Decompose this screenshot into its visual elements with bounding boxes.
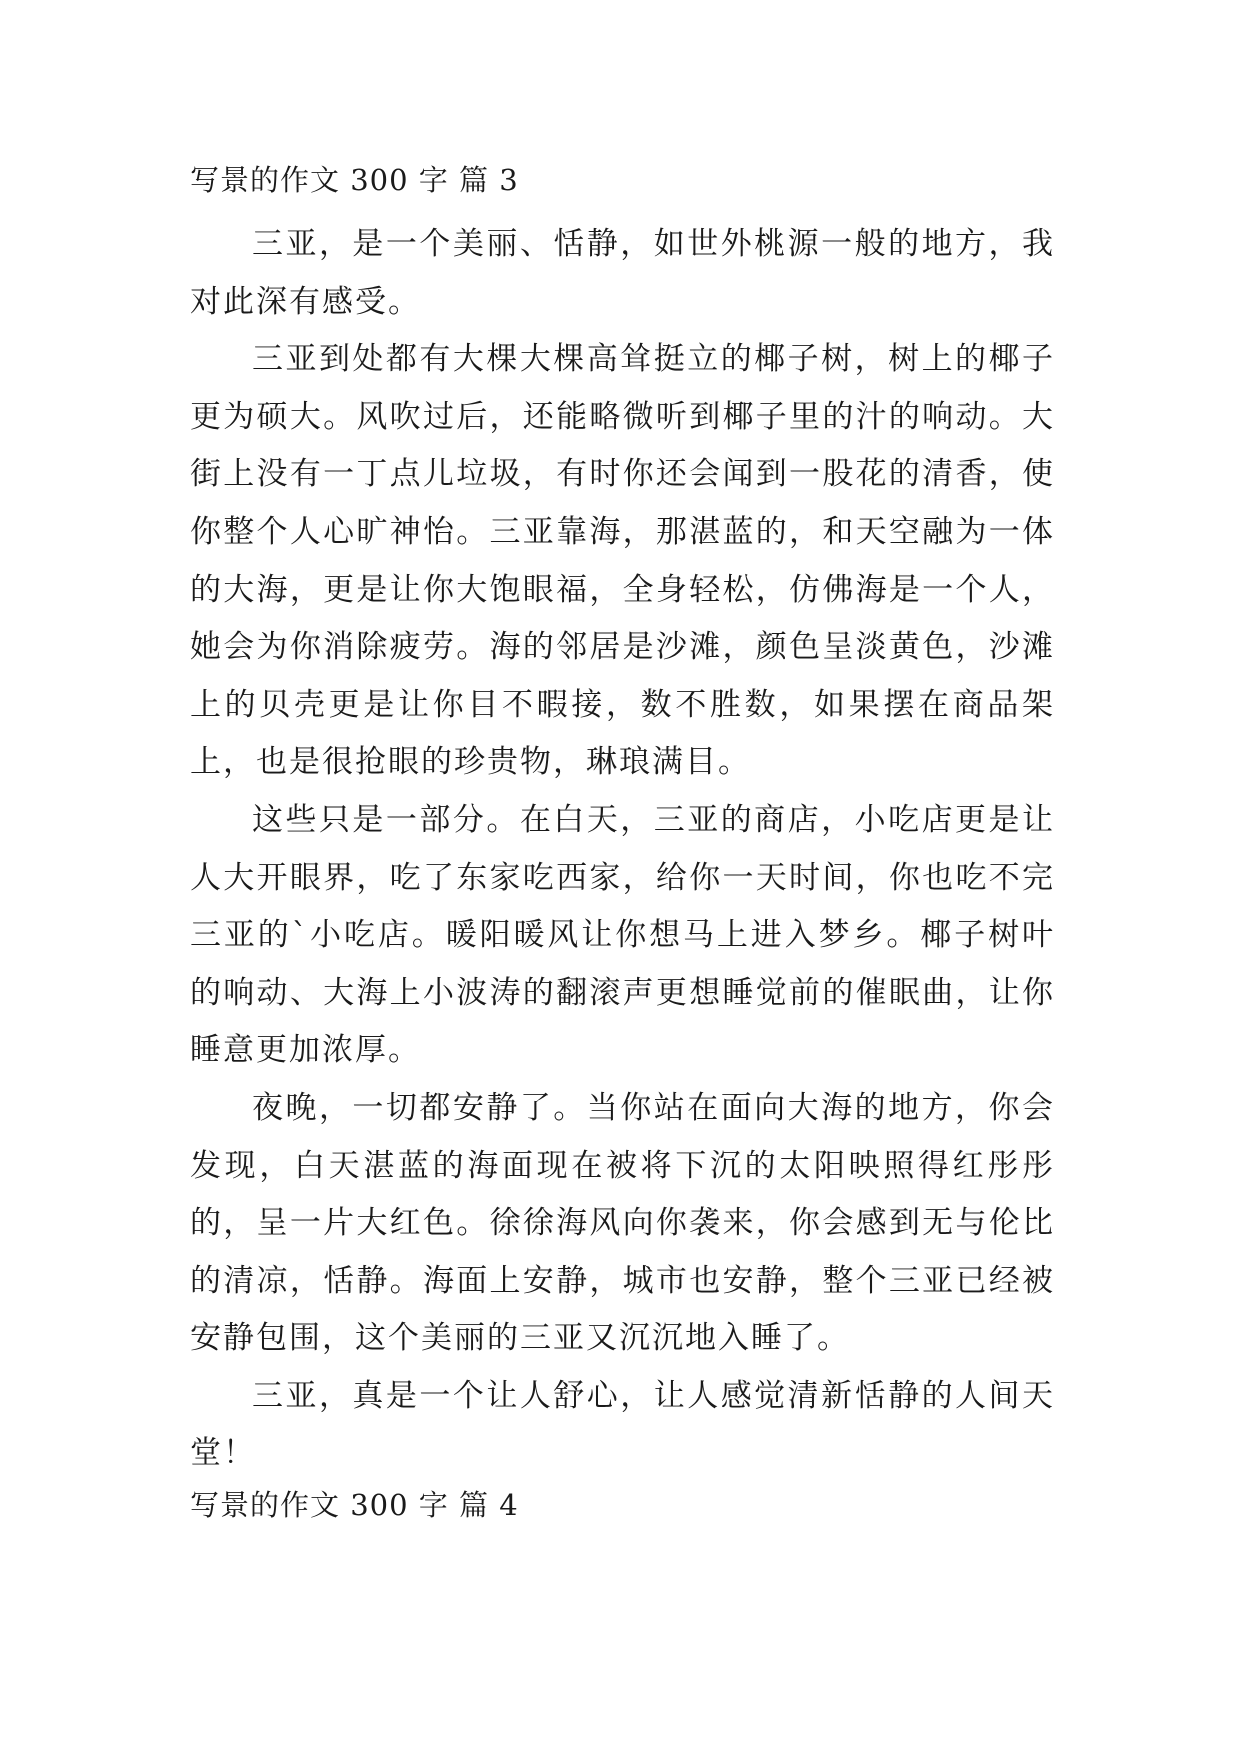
paragraph-2: 三亚到处都有大棵大棵高耸挺立的椰子树，树上的椰子更为硕大。风吹过后，还能略微听到椰子里的汁的响动。大街上没有一丁点儿垃圾，有时你还会闻到一股花的清香，使你整个人心旷神怡。三亚靠海，那湛蓝的，和天空融为一体的大海，更是让你大饱眼福，全身轻松，仿佛海是一个人，她会为你消除疲劳。海的邻居是沙滩，颜色呈淡黄色，沙滩上的贝壳更是让你目不暇接，数不胜数，如果摆在商品架上，也是很抢眼的珍贵物，琳琅满目。 — [190, 341, 1055, 781]
paragraph-3: 这些只是一部分。在白天，三亚的商店，小吃店更是让人大开眼界，吃了东家吃西家，给你一天时间，你也吃不完三亚的`小吃店。暖阳暖风让你想马上进入梦乡。椰子树叶的响动、大海上小波涛的翻滚声更想睡觉前的催眠曲，让你睡意更加浓厚。 — [190, 801, 1055, 1069]
paragraph-5: 三亚，真是一个让人舒心，让人感觉清新恬静的人间天堂！ — [190, 1377, 1055, 1472]
section-3-heading: 写景的作文 300 字 篇 3 — [190, 163, 519, 197]
paragraph-1: 三亚，是一个美丽、恬静，如世外桃源一般的地方，我对此深有感受。 — [190, 226, 1055, 320]
paragraph-4: 夜晚，一切都安静了。当你站在面向大海的地方，你会发现，白天湛蓝的海面现在被将下沉的太阳映照得红彤彤的，呈一片大红色。徐徐海风向你袭来，你会感到无与伦比的清凉，恬静。海面上安静，城市也安静，整个三亚已经被安静包围，这个美丽的三亚又沉沉地入睡了。 — [190, 1089, 1055, 1357]
document-page — [190, 160, 1055, 1541]
section-4-heading: 写景的作文 300 字 篇 4 — [190, 1488, 519, 1523]
